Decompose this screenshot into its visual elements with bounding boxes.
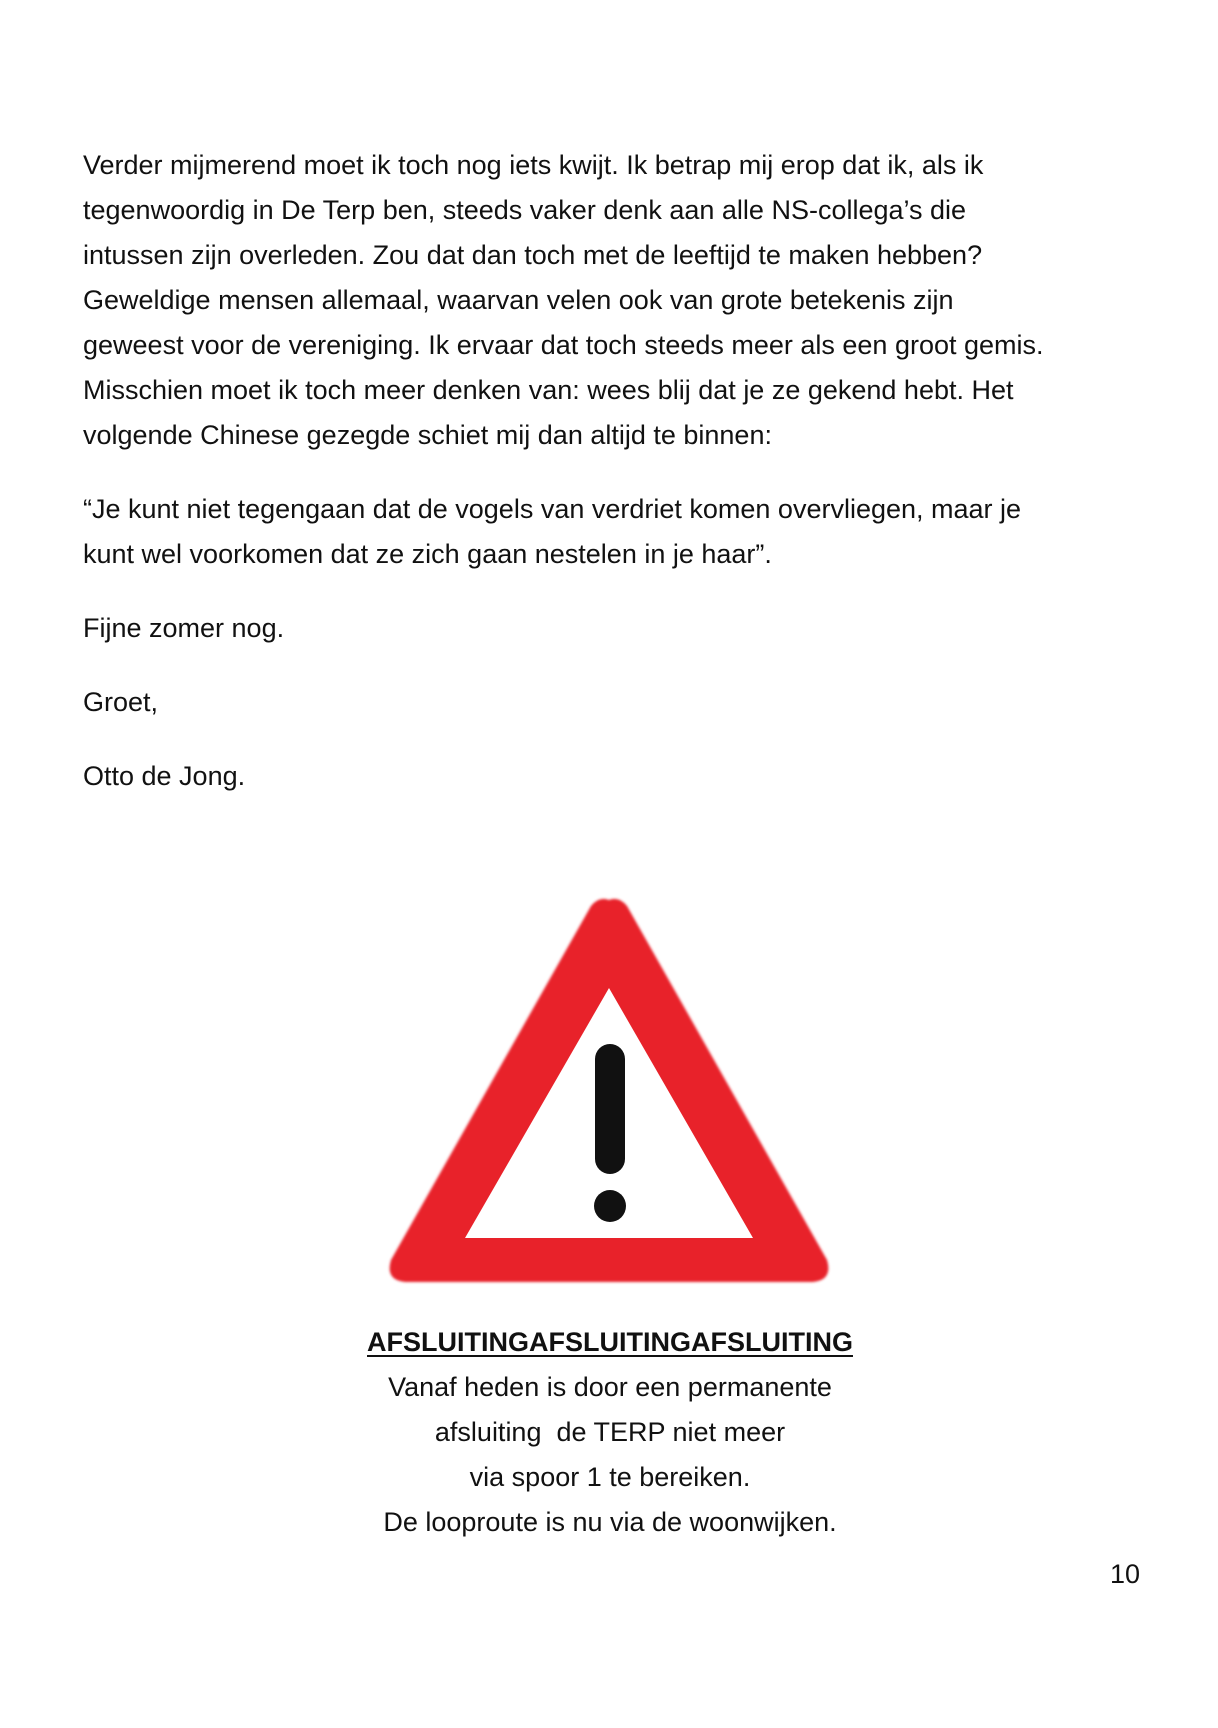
paragraph-line: volgende Chinese gezegde schiet mij dan altijd te binnen: [83, 420, 772, 450]
paragraph-line: tegenwoordig in De Terp ben, steeds vaker denk aan alle NS-collega’s die [83, 195, 967, 225]
notice-title: AFSLUITINGAFSLUITINGAFSLUITING [367, 1327, 853, 1357]
notice-line: Vanaf heden is door een permanente [388, 1372, 832, 1402]
letter-body [83, 143, 1153, 828]
paragraph-reflection [83, 143, 1153, 458]
paragraph-line: Misschien moet ik toch meer denken van: wees blij dat je ze gekend hebt. Het [83, 375, 1014, 405]
paragraph-line: intussen zijn overleden. Zou dat dan toch met de leeftijd te maken hebben? [83, 240, 983, 270]
closure-notice [300, 1320, 920, 1545]
closing-wish: Fijne zomer nog. [83, 613, 285, 643]
quote-line: “Je kunt niet tegengaan dat de vogels van verdriet komen overvliegen, maar je [83, 494, 1022, 524]
closing-greeting: Groet, [83, 687, 159, 717]
paragraph-line: Geweldige mensen allemaal, waarvan velen ook van grote betekenis zijn [83, 285, 954, 315]
notice-line: via spoor 1 te bereiken. [469, 1462, 751, 1492]
page-number: 10 [1109, 1559, 1140, 1589]
notice-line: afsluiting de TERP niet meer [434, 1417, 786, 1447]
notice-line: De looproute is nu via de woonwijken. [383, 1507, 837, 1537]
paragraph-line: geweest voor de vereniging. Ik ervaar dat toch steeds meer als een groot gemis. [83, 330, 1044, 360]
signature: Otto de Jong. [83, 761, 246, 791]
quote-line: kunt wel voorkomen dat ze zich gaan nestelen in je haar”. [83, 539, 772, 569]
warning-triangle-icon [383, 892, 835, 1290]
chinese-saying-quote [83, 487, 1153, 577]
paragraph-line: Verder mijmerend moet ik toch nog iets kwijt. Ik betrap mij erop dat ik, als ik [83, 150, 984, 180]
